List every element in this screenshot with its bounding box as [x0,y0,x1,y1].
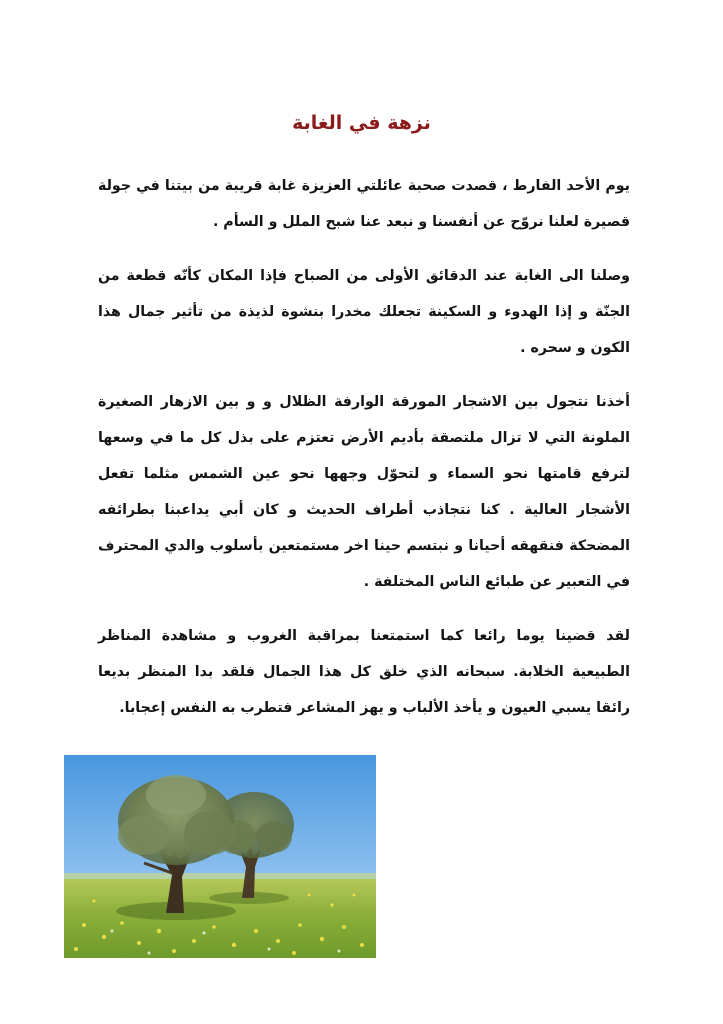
paragraph-2: وصلنا الى الغابة عند الدقائق الأولى من الصباح فإذا المكان كأنّه قطعة من الجنّة و إذا الهدوء و السكينة تجعلك مخدرا بنشوة لذيذة من تأثير جمال هذا الكون و سحره . [98,268,630,356]
body-text [98,168,630,726]
olive-trees-photo [64,755,376,958]
paragraph-4: لقد قضينا يوما رائعا كما استمتعنا بمراقبة الغروب و مشاهدة المناظر الطبيعية الخلابة. سبحانه الذي خلق كل هذا الجمال فلقد بدا المنظر بديعا رائقا يسبي العيون و يأخذ الألباب و يهز المشاعر فتطرب به النفس إعجابا. [98,628,630,716]
paragraph-3: أخذنا نتجول بين الاشجار المورقة الوارفة الظلال و و بين الازهار الصغيرة الملونة التي لا تزال ملتصقة بأديم الأرض تعتزم على بذل كل ما في وسعها لترفع قامتها نحو السماء و لتحوّل وجهها نحو عين الشمس مثلما تفعل الأشجار العالية . كنا نتجاذب أطراف الحديث و كان أبي يداعبنا بطرائفه المضحكة فنقهقه أحيانا و نبتسم حينا اخر مستمتعين بأسلوب والدي المحترف في التعبير عن طبائع الناس المختلفة . [98,394,630,590]
olive-trees-image [64,755,376,958]
page-title: نزهة في الغابة [292,112,431,134]
paragraph-1: يوم الأحد الفارط ، قصدت صحبة عائلتي العزيزة غابة قريبة من بيتنا في جولة قصيرة لعلنا نروّح عن أنفسنا و نبعد عنا شبح الملل و السأم . [98,178,630,230]
